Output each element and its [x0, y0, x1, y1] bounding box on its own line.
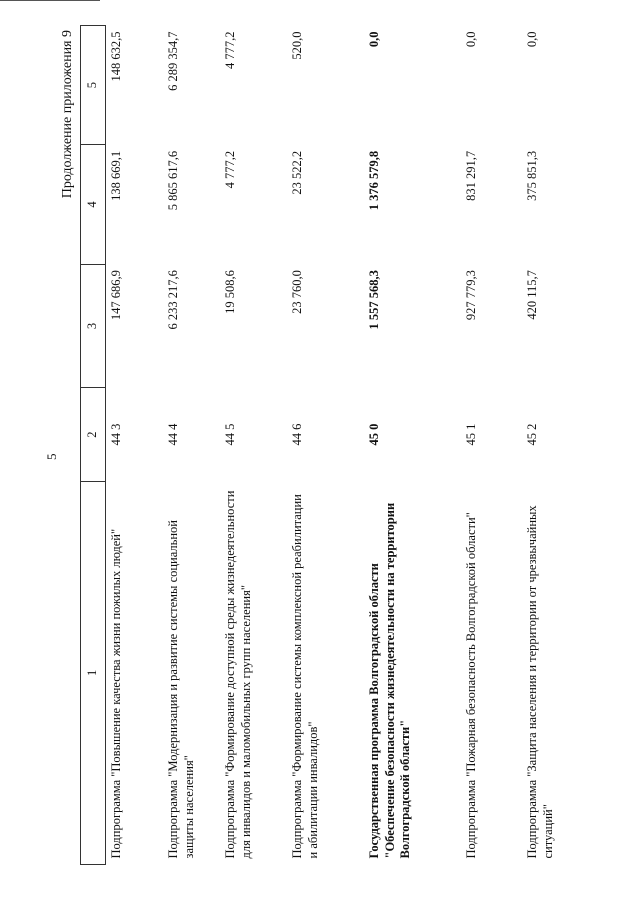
program-code: 44 4 — [166, 423, 180, 446]
header-col-3: 3 — [81, 264, 106, 388]
program-name: Подпрограмма "Защита населения и территории от чрезвычайных ситуаций" — [525, 505, 555, 859]
value-col-3: 147 686,9 — [109, 270, 123, 321]
value-col-3: 23 760,0 — [290, 270, 304, 314]
header-col-4: 4 — [81, 145, 106, 264]
value-col-3: 6 233 217,6 — [166, 270, 180, 330]
value-col-3: 1 557 568,3 — [367, 270, 381, 330]
program-name: Подпрограмма "Пожарная безопасность Волгоградской области" — [464, 512, 478, 859]
value-col-5: 0,0 — [367, 31, 381, 48]
program-name: Подпрограмма "Формирование доступной среды жизнедеятельности для инвалидов и маломобильных групп населения" — [223, 490, 253, 859]
header-col-1: 1 — [81, 481, 106, 864]
value-col-4: 5 865 617,6 — [166, 150, 180, 211]
value-col-5: 0,0 — [525, 31, 539, 48]
header-row — [81, 26, 106, 865]
table-row — [461, 26, 522, 865]
program-code: 44 5 — [223, 423, 237, 446]
program-code: 45 2 — [525, 423, 539, 446]
header-col-2: 2 — [81, 388, 106, 481]
program-code: 44 3 — [109, 423, 123, 446]
value-col-4: 375 851,3 — [525, 150, 539, 201]
report-table — [80, 25, 576, 865]
table-row — [287, 26, 364, 865]
value-col-5: 6 289 354,7 — [166, 31, 180, 91]
table-row — [163, 26, 220, 865]
table-row — [106, 26, 164, 865]
program-name: Подпрограмма "Модернизация и развитие системы социальной защиты населения" — [166, 520, 196, 859]
value-col-4: 831 291,7 — [464, 150, 478, 201]
header-col-5: 5 — [81, 26, 106, 145]
table-row — [220, 26, 287, 865]
page-number: 5 — [44, 453, 59, 460]
program-code: 45 0 — [367, 423, 381, 446]
program-name: Государственная программа Волгоградской области "Обеспечение безопасности жизнедеятельности на территории Волгоградской области" — [367, 502, 413, 859]
value-col-5: 520,0 — [290, 31, 304, 60]
continuation-label: Продолжение приложения 9 — [60, 30, 75, 199]
value-col-5: 4 777,2 — [223, 31, 237, 69]
table-row — [522, 26, 576, 865]
value-col-5: 0,0 — [464, 31, 478, 48]
table-row — [364, 26, 461, 865]
value-col-4: 1 376 579,8 — [367, 150, 381, 211]
program-name: Подпрограмма "Формирование системы комплексной реабилитации и абилитации инвалидов" — [290, 494, 320, 859]
value-col-5: 148 632,5 — [109, 31, 123, 82]
program-name: Подпрограмма "Повышение качества жизни пожилых людей" — [109, 528, 123, 859]
program-code: 45 1 — [464, 423, 478, 446]
value-col-3: 19 508,6 — [223, 270, 237, 314]
value-col-4: 4 777,2 — [223, 150, 237, 189]
value-col-4: 138 669,1 — [109, 150, 123, 201]
value-col-3: 420 115,7 — [525, 270, 539, 320]
program-code: 44 6 — [290, 423, 304, 446]
value-col-3: 927 779,3 — [464, 270, 478, 321]
value-col-4: 23 522,2 — [290, 150, 304, 195]
